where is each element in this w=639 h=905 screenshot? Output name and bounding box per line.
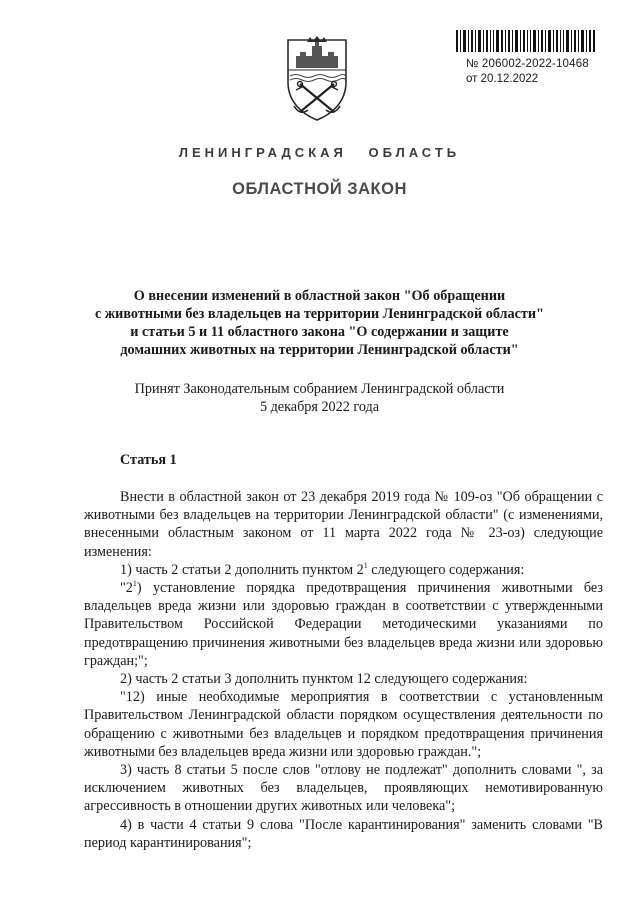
item-1-superscript: 1 [363, 560, 368, 570]
law-title-line: домашних животных на территории Ленинградской области" [120, 342, 519, 358]
law-title-line: и статьи 5 и 11 областного закона "О содержании и защите [130, 324, 509, 340]
law-title-line: О внесении изменений в областной закон "Об обращении [133, 288, 506, 304]
article-body [84, 488, 603, 852]
article-intro: Внести в областной закон от 23 декабря 2019 года № 109-оз "Об обращении с животными без владельцев на территории Ленинградской области" (с изменениями, внесенными областным законом от 11 марта 2022 года № 23-оз) следующие изменения: [84, 489, 603, 560]
region-name: ЛЕНИНГРАДСКАЯ ОБЛАСТЬ [178, 145, 461, 160]
barcode-icon [456, 30, 596, 52]
article-item-2: 2) часть 2 статьи 3 дополнить пунктом 12 следующего содержания: [120, 671, 528, 688]
registration-date: от 20.12.2022 [466, 73, 539, 85]
article-heading: Статья 1 [120, 452, 177, 468]
leningrad-oblast-coat-of-arms-icon [282, 36, 352, 122]
item-1-text: 1) часть 2 статьи 2 дополнить пунктом 2 [120, 561, 364, 578]
article-item-4: 4) в части 4 статьи 9 слова "После карантинирования" заменить словами "В период карантинирования"; [84, 816, 603, 851]
adoption-body: Принят Законодательным собранием Ленинградской области [134, 381, 505, 397]
law-title [40, 287, 599, 359]
adoption-date: 5 декабря 2022 года [259, 399, 380, 415]
item-1-quote-text: ) установление порядка предотвращения причинения животными без владельцев вреда жизни или здоровью граждан в соответствии с утвержденными Правительством Российской Федерации методическими указаниями по предотвращению причинения животными без владельцев вреда жизни или здоровью граждан;"; [84, 580, 603, 669]
item-1-quote-open: "2 [120, 580, 133, 597]
article-item-3: 3) часть 8 статьи 5 после слов "отлову не подлежат" дополнить словами ", за исключением животных без владельцев, проявляющих немотивированную агрессивность в отношении других животных или человека"; [84, 762, 603, 815]
article-item-1-quote [84, 579, 603, 670]
article-item-2-quote: "12) иные необходимые мероприятия в соответствии с установленным Правительством Ленинградской области порядком осуществления деятельности по обращению с животными без владельцев и порядком предотвращения причинения животными без владельцев вреда жизни или здоровью граждан."; [84, 689, 603, 760]
item-1-tail: следующего содержания: [367, 561, 525, 578]
item-1-quote-superscript: 1 [132, 579, 137, 589]
registration-number: № 206002-2022-10468 [466, 58, 589, 70]
article-item-1 [84, 561, 603, 579]
law-title-line: с животными без владельцев на территории Ленинградской области" [95, 306, 544, 322]
law-type-heading: ОБЛАСТНОЙ ЗАКОН [232, 180, 407, 198]
adoption-note [0, 380, 639, 416]
